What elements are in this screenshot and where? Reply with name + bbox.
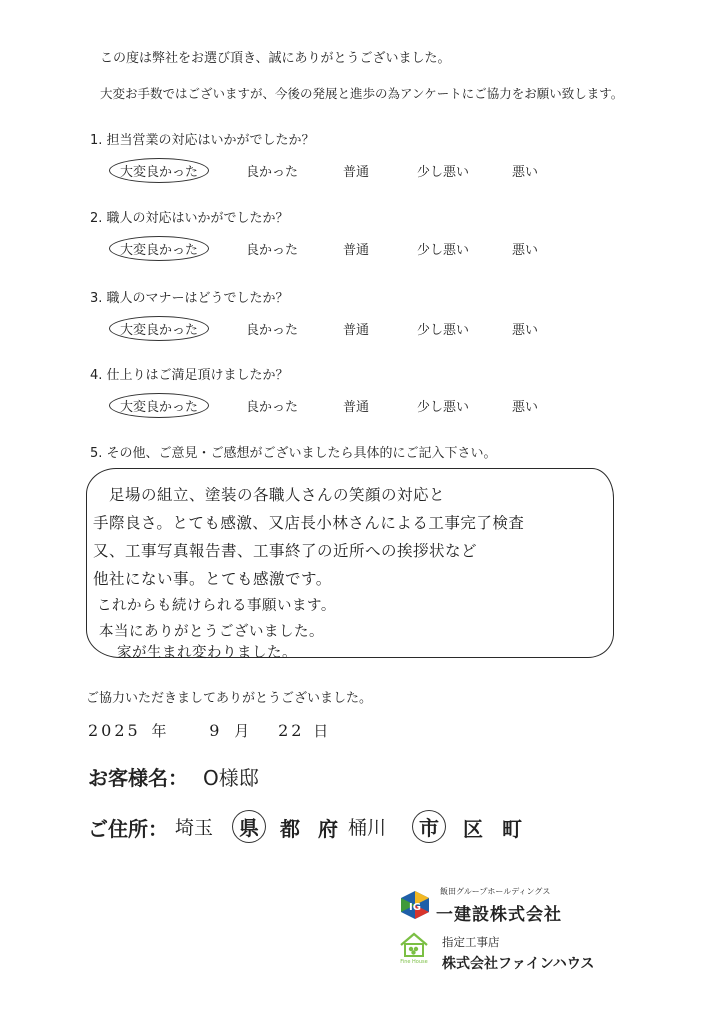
group-name: 飯田グループホールディングス — [440, 887, 551, 896]
ig-logo-text: IG — [409, 902, 421, 913]
intro-line-1: この度は弊社をお選び頂き、誠にありがとうございました。 — [100, 51, 451, 66]
customer-name: O様邸 — [203, 766, 259, 790]
q1-option-slightly-bad: 少し悪い — [417, 165, 470, 180]
question-2: 2. 職人の対応はいかがでしたか？ — [90, 211, 289, 226]
q2-option-slightly-bad: 少し悪い — [417, 243, 470, 258]
q4-option-bad: 悪い — [512, 400, 539, 415]
q2-option-bad: 悪い — [512, 243, 539, 258]
designation: 指定工事店 — [442, 935, 500, 949]
q4-option-very-good-selected: 大変良かった — [109, 393, 209, 418]
comment-line-6: 本当にありがとうございました。 — [99, 624, 324, 640]
address-machi: 町 — [502, 817, 522, 841]
date-day-label: 日 — [313, 722, 329, 740]
date-month: 9 — [209, 721, 220, 740]
date-month-label: 月 — [234, 722, 250, 740]
comment-line-2: 手際良さ。とても感激、又店長小林さんによる工事完了検査 — [93, 514, 525, 532]
q1-option-very-good-selected: 大変良かった — [109, 158, 209, 183]
q2-option-good: 良かった — [246, 243, 299, 258]
q3-option-bad: 悪い — [512, 323, 539, 338]
comment-box — [86, 468, 614, 661]
question-5: 5. その他、ご意見・ご感想がございましたら具体的にご記入下さい。 — [90, 446, 497, 461]
address-label: ご住所： — [88, 817, 168, 841]
q3-option-slightly-bad: 少し悪い — [417, 323, 470, 338]
date-day: 22 — [278, 721, 305, 740]
comment-line-3: 又、工事写真報告書、工事終了の近所への挨拶状など — [93, 542, 478, 560]
q4-option-good: 良かった — [246, 400, 299, 415]
ig-logo — [400, 890, 430, 920]
address-ken-selected: 県 — [232, 810, 266, 843]
question-4: 4. 仕上りはご満足頂けましたか？ — [90, 368, 289, 383]
house-logo — [398, 930, 430, 964]
intro-line-2: 大変お手数ではございますが、今後の発展と進歩の為アンケートにご協力をお願い致します。 — [100, 86, 624, 101]
q1-option-good: 良かった — [246, 165, 299, 180]
customer-label: お客様名： — [88, 766, 188, 790]
question-1: 1. 担当営業の対応はいかがでしたか？ — [90, 133, 315, 148]
q3-option-average: 普通 — [343, 323, 370, 338]
comment-line-4: 他社にない事。とても感激です。 — [93, 570, 332, 588]
q2-option-average: 普通 — [343, 243, 370, 258]
comment-line-7: 家が生まれ変わりました。 — [117, 645, 297, 661]
q1-option-bad: 悪い — [512, 165, 539, 180]
date-row — [88, 720, 328, 741]
q4-option-slightly-bad: 少し悪い — [417, 400, 470, 415]
q3-option-very-good-selected: 大変良かった — [109, 316, 209, 341]
house-logo-text: Fine House — [400, 959, 428, 964]
q4-option-average: 普通 — [343, 400, 370, 415]
comment-line-5: これからも続けられる事願います。 — [97, 598, 336, 614]
address-prefecture: 埼玉 — [175, 817, 214, 839]
address-city: 桶川 — [348, 817, 387, 839]
address-to: 都 — [280, 817, 300, 841]
q1-option-average: 普通 — [343, 165, 370, 180]
comment-line-1: 足場の組立、塗装の各職人さんの笑顔の対応と — [109, 486, 446, 504]
address-ku: 区 — [463, 817, 483, 841]
company-name: 一建設株式会社 — [436, 905, 562, 925]
date-year-label: 年 — [151, 722, 167, 740]
address-shi-selected: 市 — [412, 810, 446, 843]
address-fu: 府 — [318, 817, 338, 841]
thanks-text: ご協力いただきましてありがとうございました。 — [86, 691, 373, 706]
question-3: 3. 職人のマナーはどうでしたか？ — [90, 291, 289, 306]
q3-option-good: 良かった — [246, 323, 299, 338]
shop-name: 株式会社ファインハウス — [442, 956, 595, 972]
date-year: 2025 — [88, 721, 141, 740]
q2-option-very-good-selected: 大変良かった — [109, 236, 209, 261]
